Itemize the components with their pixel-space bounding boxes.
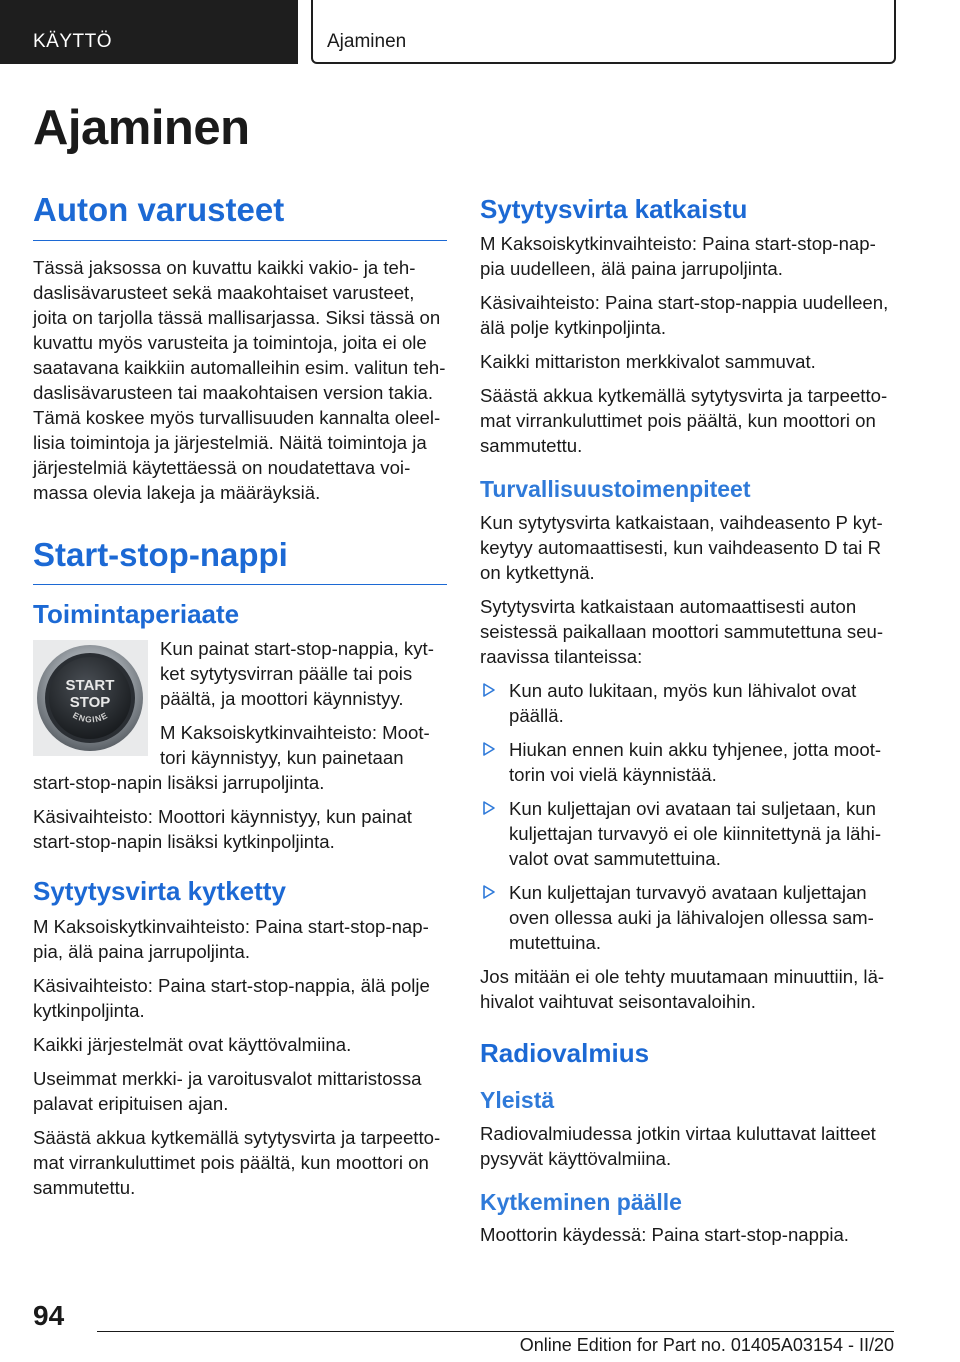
heading-toimintaperiaate: Toimintaperiaate [33,599,240,630]
page-title: Ajaminen [33,101,250,155]
bullet-triangle-icon [482,682,496,698]
paragraph-ignition-on-5: Säästä akkua kytkemällä sytytysvirta ja tarpeettomat virrankuluttimet pois päältä, kun moottori on sammutettu. [33,1126,441,1198]
paragraph-equipment: Tässä jaksossa on kuvattu kaikki vakio- ja tehdaslisävarusteet sekä maakohtaiset varusteet, joita on tarjolla tässä mallisarjassa. Siksi tässä on kuvattu myös varusteita ja toimintoja, joita ei ole saatavana kaikkiin automalleihin esim. valitun tehdaslisävarusteen tai maakohtaisen version takia. Tämä koskee myös turvallisuuden kannalta oleellisia toimintoja ja järjestelmiä. Näitä toimintoja ja järjestelmiä käytettäessä on noudatettava voimassa olevia lakeja ja määräyksiä. [33,256,446,503]
heading-turvallisuustoimenpiteet: Turvallisuustoimenpiteet [480,476,751,503]
paragraph-ignition-on-2: Käsivaihteisto: Paina start-stop-nappia, älä polje kytkinpoljinta. [33,974,430,1021]
heading-start-stop: Start-stop-nappi [33,535,447,586]
heading-yleista: Yleistä [480,1086,555,1113]
list-item [480,880,894,955]
list-item-text: Kun kuljettajan turvavyö avataan kuljettajan oven ollessa auki ja lähivalojen ollessa sammutettuina. [509,881,874,953]
safety-bullet-list [480,678,894,955]
footer-divider [97,1331,894,1332]
paragraph-ignition-on-3: Kaikki järjestelmät ovat käyttövalmiina. [33,1033,352,1055]
paragraph-safety-3: Jos mitään ei ole tehty muutamaan minuuttiin, lähivalot vaihtuvat seisontavaloihin. [480,965,885,1012]
paragraph-switch-on: Moottorin käydessä: Paina start-stop-nappia. [480,1224,849,1246]
paragraph-ignition-off-4: Säästä akkua kytkemällä sytytysvirta ja tarpeettomat virrankuluttimet pois päältä, kun moottori on sammutettu. [480,385,888,457]
list-item-text: Hiukan ennen kuin akku tyhjenee, jotta moottorin voi vielä käynnistää. [509,738,882,785]
paragraph-general: Radiovalmiudessa jotkin virtaa kuluttavat laitteet pysyvät käyttövalmiina. [480,1122,876,1169]
heading-sytytysvirta-katkaistu: Sytytysvirta katkaistu [480,194,748,224]
heading-sytytysvirta-kytketty: Sytytysvirta kytketty [33,876,286,907]
left-column [33,190,447,1209]
bullet-triangle-icon [482,884,496,900]
paragraph-ignition-on-1: M Kaksoiskytkinvaihteisto: Paina start-stop-nappia, älä paina jarrupoljinta. [33,915,429,962]
section-label: KÄYTTÖ [33,31,113,52]
paragraph-principle-2: M Kaksoiskytkinvaihteisto: Moottori käynnistyy, kun painetaan start-stop-napin lisäksi jarrupoljinta. [33,722,430,794]
bullet-triangle-icon [482,741,496,757]
paragraph-ignition-off-3: Kaikki mittariston merkkivalot sammuvat. [480,351,816,373]
paragraph-safety-2: Sytytysvirta katkaistaan automaattisesti auton seistessä paikallaan moottori sammutettuna seuraavissa tilanteissa: [480,595,884,667]
list-item [480,678,894,728]
section-tab [0,0,298,64]
paragraph-principle-1: Kun painat start-stop-nappia, kytket sytytysvirran päälle tai pois päältä, ja moottori käynnistyy. [160,638,434,710]
right-column [480,190,894,1256]
list-item [480,796,894,871]
paragraph-ignition-on-4: Useimmat merkki- ja varoitusvalot mittaristossa palavat eripituisen ajan. [33,1067,422,1114]
heading-auton-varusteet: Auton varusteet [33,190,447,241]
chapter-label: Ajaminen [327,31,407,52]
page-number: 94 [33,1300,65,1331]
list-item [480,737,894,787]
start-stop-button-image [33,640,148,756]
heading-radiovalmius: Radiovalmius [480,1037,650,1068]
bullet-triangle-icon [482,800,496,816]
footer-edition: Online Edition for Part no. 01405A03154 - II/20 [519,1335,894,1355]
paragraph-safety-1: Kun sytytysvirta katkaistaan, vaihdeasento P kytkeytyy automaattisesti, kun vaihdeasento D tai R on kytkettynä. [480,511,883,583]
list-item-text: Kun auto lukitaan, myös kun lähivalot ovat päällä. [509,679,857,726]
paragraph-ignition-off-2: Käsivaihteisto: Paina start-stop-nappia uudelleen, älä polje kytkinpoljinta. [480,292,889,339]
chapter-tab [311,0,896,64]
button-text-stop: STOP [69,694,111,712]
paragraph-ignition-off-1: M Kaksoiskytkinvaihteisto: Paina start-stop-nappia uudelleen, älä paina jarrupoljinta. [480,233,876,280]
heading-kytkeminen-paalle: Kytkeminen päälle [480,1188,682,1215]
button-text-engine: ENGINE [71,710,110,725]
start-stop-engine-icon [33,640,148,756]
paragraph-principle-3: Käsivaihteisto: Moottori käynnistyy, kun painat start-stop-napin lisäksi kytkinpoljinta. [33,806,412,853]
button-text-start: START [65,677,115,695]
list-item-text: Kun kuljettajan ovi avataan tai suljetaan, kun kuljettajan turvavyö ei ole kiinnitettynä ja lähivalot ovat sammutettuina. [509,797,882,869]
